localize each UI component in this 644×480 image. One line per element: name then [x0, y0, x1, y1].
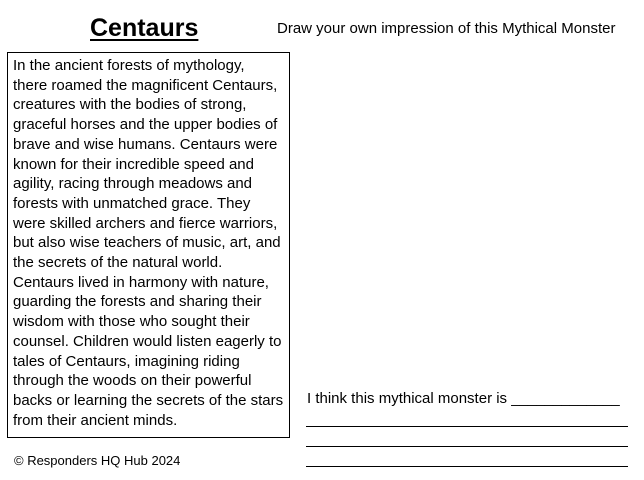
story-line: the secrets of the natural world.: [13, 254, 223, 272]
story-line: wisdom with those who sought their: [13, 313, 250, 331]
worksheet-title: Centaurs: [90, 14, 199, 42]
story-line: graceful horses and the upper bodies of: [13, 116, 278, 134]
story-line: but also wise teachers of music, art, and: [13, 234, 281, 252]
story-text-box: [7, 52, 290, 438]
answer-line[interactable]: [306, 426, 628, 427]
story-line: from their ancient minds.: [13, 411, 178, 429]
story-line: were skilled archers and fierce warriors,: [13, 214, 278, 232]
story-line: backs or learning the secrets of the stars: [13, 391, 284, 409]
story-line: brave and wise humans. Centaurs were: [13, 135, 278, 153]
drawing-area[interactable]: [300, 44, 634, 380]
story-line: through the woods on their powerful: [13, 372, 252, 390]
story-line: Centaurs lived in harmony with nature,: [13, 273, 269, 291]
story-line: counsel. Children would listen eagerly to: [13, 332, 282, 350]
story-line: known for their incredible speed and: [13, 155, 254, 173]
story-line: agility, racing through meadows and: [13, 175, 253, 193]
drawing-instruction: Draw your own impression of this Mythical Monster: [277, 20, 616, 37]
story-line: tales of Centaurs, imagining riding: [13, 352, 240, 370]
answer-prompt: I think this mythical monster is _____________: [307, 390, 620, 407]
story-paragraph: [13, 56, 285, 430]
answer-line[interactable]: [306, 466, 628, 467]
story-line: creatures with the bodies of strong,: [13, 96, 247, 114]
story-line: forests with unmatched grace. They: [13, 194, 251, 212]
answer-line[interactable]: [306, 446, 628, 447]
story-line: guarding the forests and sharing their: [13, 293, 262, 311]
copyright-notice: © Responders HQ Hub 2024: [14, 453, 181, 468]
story-line: there roamed the magnificent Centaurs,: [13, 76, 278, 94]
story-line: In the ancient forests of mythology,: [13, 57, 245, 74]
